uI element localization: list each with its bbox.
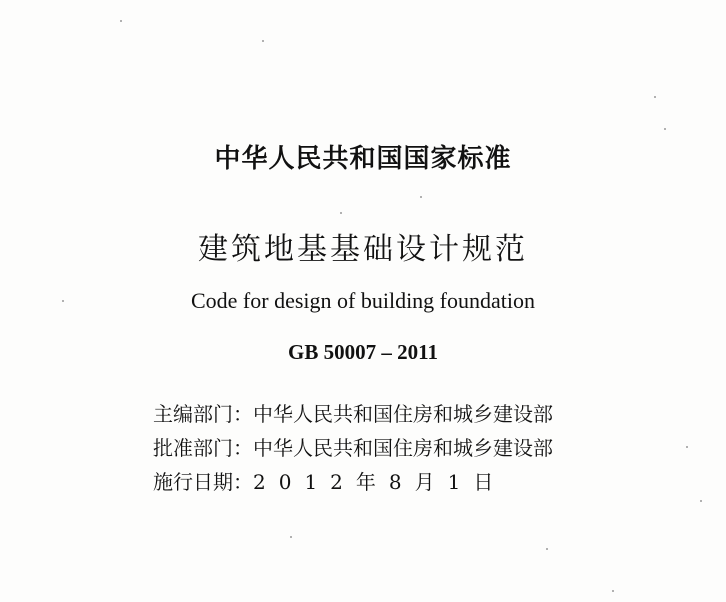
effective-date-label: 施行日期： [153,470,253,494]
scan-speck [340,212,342,214]
scan-speck [546,548,548,550]
chief-editor-label: 主编部门： [153,402,253,426]
document-title-en: Code for design of building foundation [190,288,535,313]
scan-speck [612,590,614,592]
standard-class-heading: 中华人民共和国国家标准 [214,144,512,174]
scan-speck [420,196,422,198]
chief-editor-row [153,397,553,431]
chief-editor-value: 中华人民共和国住房和城乡建设部 [253,402,553,426]
document-title-cn: 建筑地基基础设计规范 [198,232,528,267]
effective-date-row [153,465,553,499]
standard-number: GB 50007 – 2011 [288,340,438,364]
effective-date-value: 2012年8月1日 [253,470,507,494]
scan-speck [686,446,688,448]
approver-row [153,431,553,465]
scan-speck [262,40,264,42]
scan-speck [664,128,666,130]
scan-speck [62,300,64,302]
scan-speck [290,536,292,538]
approver-label: 批准部门： [153,436,253,460]
scan-speck [120,20,122,22]
approver-value: 中华人民共和国住房和城乡建设部 [253,436,553,460]
scan-speck [654,96,656,98]
scan-speck [700,500,702,502]
issuing-info [153,397,553,499]
